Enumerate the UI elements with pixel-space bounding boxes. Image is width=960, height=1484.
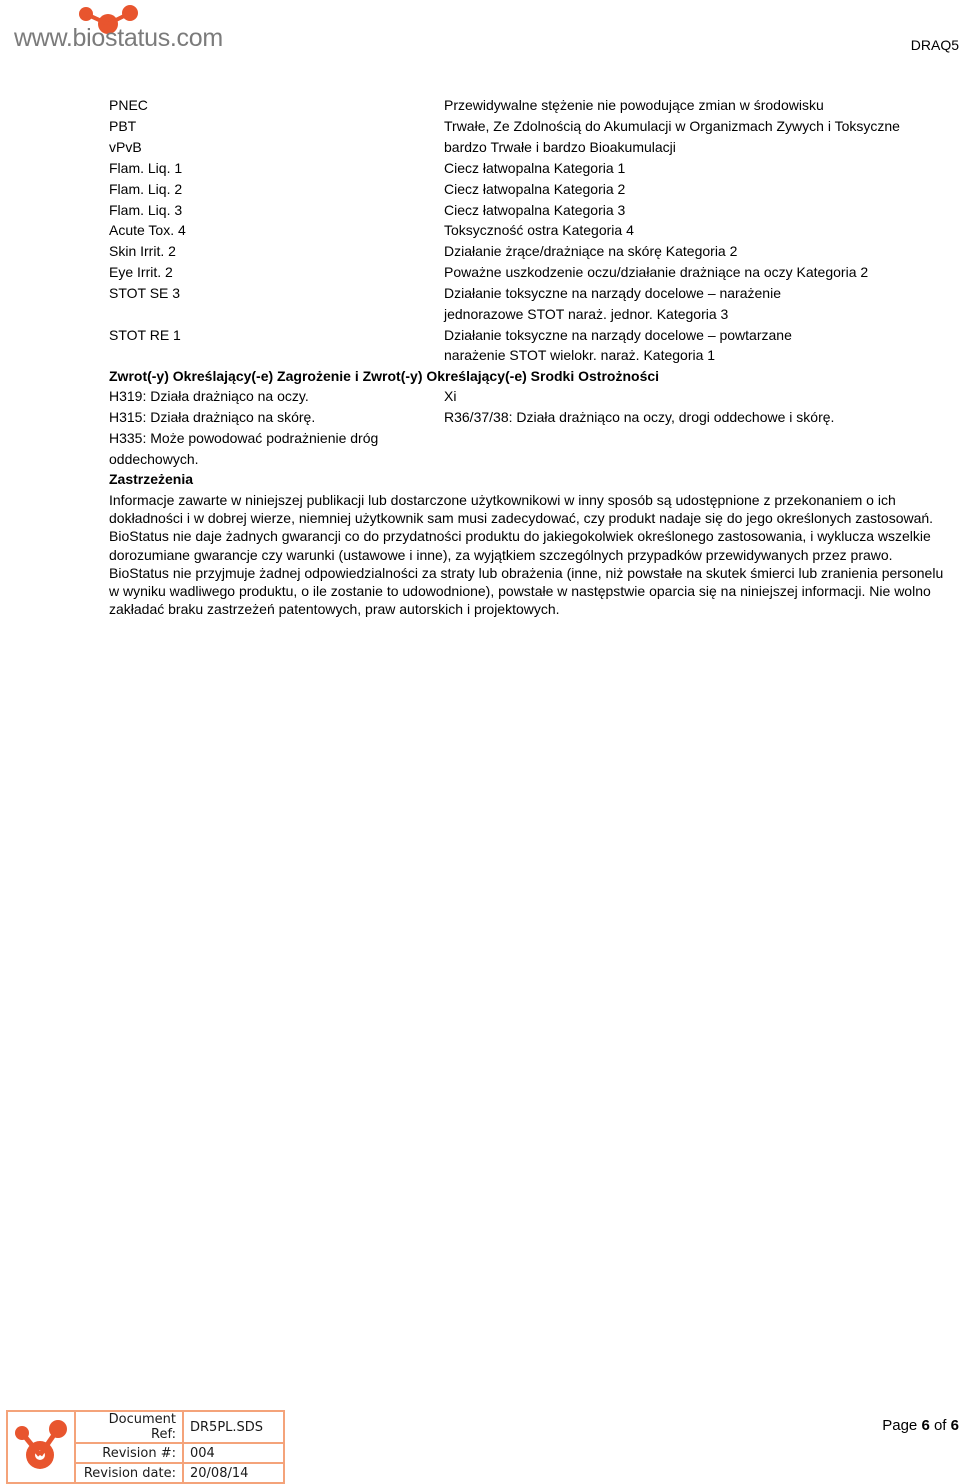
hazard-symbol: Xi [444, 388, 457, 404]
disclaimer-text: Informacje zawarte w niniejszej publikacji lub dostarczone użytkownikowi w inny sposób są udostępnione z przekonaniem o ich dokładności i w dobrej wierze, niemniej użytkownik sam musi zadecydować, czy produkt nadaje się do jego określonych zastosowań. BioStatus nie daje żadnych gwarancji co do przydatności produktu do jakiegokolwiek określonego zastosowania, i wyklucza wszelkie dorozumiane gwarancje czy warunki (ustawowe i inne), za wyjątkiem szczególnych przypadków przewidywanych przez prawo. BioStatus nie przyjmuje żadnej odpowiedzialności za straty lub obrażenia (inne, niż powstałe na skutek śmierci lub zranienia personelu w wyniku wadliwego produktu, o ile zostanie to udowodnione), powstałe w następstwie oparcia się na niniejszej informacji. Nie wolno zakładać braku zastrzeżeń patentowych, praw autorskich i projektowych. [109, 492, 944, 618]
page-prefix: Page [882, 1417, 918, 1434]
r-phrase: R36/37/38: Działa drażniąco na oczy, drogi oddechowe i skórę. [444, 409, 835, 425]
abbreviation-value-continued: jednorazowe STOT naraż. jednor. Kategoria 3 [444, 306, 729, 322]
page-total: 6 [950, 1417, 959, 1434]
doc-ref-label: Document Ref: [75, 1411, 183, 1443]
abbreviation-key: Flam. Liq. 2 [109, 181, 183, 197]
logo-text: www.biostatus.com [14, 24, 223, 52]
abbreviation-key: Acute Tox. 4 [109, 222, 186, 238]
abbreviation-key: PNEC [109, 97, 148, 113]
phrases-title: Zwrot(-y) Określający(-e) Zagrożenie i Zwrot(-y) Określający(-e) Srodki Ostrożności [109, 368, 660, 384]
page-number [882, 1417, 959, 1434]
abbreviation-value: Ciecz łatwopalna Kategoria 3 [444, 202, 626, 218]
abbreviation-value: bardzo Trwałe i bardzo Bioakumulacji [444, 139, 676, 155]
abbreviation-key: PBT [109, 118, 137, 134]
abbreviation-value: Działanie toksyczne na narządy docelowe – narażenie [444, 285, 781, 301]
abbreviation-value: Przewidywalne stężenie nie powodujące zmian w środowisku [444, 97, 824, 113]
biostatus-logo [14, 4, 264, 54]
abbreviation-key: STOT SE 3 [109, 285, 181, 301]
page-of: of [933, 1417, 947, 1434]
abbreviation-key: vPvB [109, 139, 142, 155]
revision-date-value: 20/08/14 [183, 1463, 284, 1483]
abbreviation-value-continued: narażenie STOT wielokr. naraż. Kategoria 1 [444, 347, 716, 363]
abbreviation-value: Działanie toksyczne na narządy docelowe – powtarzane [444, 327, 792, 343]
biostatus-mark-icon [8, 1415, 74, 1475]
abbreviation-value: Toksyczność ostra Kategoria 4 [444, 222, 634, 238]
disclaimer-title: Zastrzeżenia [109, 471, 194, 487]
h-statement: H315: Działa drażniąco na skórę. [109, 409, 316, 425]
abbreviation-key: Flam. Liq. 3 [109, 202, 183, 218]
page-current: 6 [921, 1417, 930, 1434]
document-code: DRAQ5 [910, 37, 959, 53]
revision-value: 004 [183, 1443, 284, 1463]
revision-date-label: Revision date: [75, 1463, 183, 1483]
abbreviation-value: Ciecz łatwopalna Kategoria 2 [444, 181, 626, 197]
abbreviation-value: Działanie żrące/drażniące na skórę Kategoria 2 [444, 243, 738, 259]
abbreviation-key: STOT RE 1 [109, 327, 181, 343]
abbreviation-value: Ciecz łatwopalna Kategoria 1 [444, 160, 626, 176]
h-statement: H335: Może powodować podrażnienie dróg oddechowych. [109, 430, 379, 467]
footer-logo-cell [7, 1411, 75, 1483]
h-statement: H319: Działa drażniąco na oczy. [109, 388, 309, 404]
abbreviation-key: Flam. Liq. 1 [109, 160, 183, 176]
abbreviation-key: Eye Irrit. 2 [109, 264, 173, 280]
abbreviation-value: Poważne uszkodzenie oczu/działanie drażniące na oczy Kategoria 2 [444, 264, 869, 280]
abbreviation-key: Skin Irrit. 2 [109, 243, 176, 259]
document-info-table [6, 1410, 285, 1484]
revision-label: Revision #: [75, 1443, 183, 1463]
abbreviation-value: Trwałe, Ze Zdolnością do Akumulacji w Organizmach Zywych i Toksyczne [444, 118, 900, 134]
doc-ref-value: DR5PL.SDS [183, 1411, 284, 1443]
